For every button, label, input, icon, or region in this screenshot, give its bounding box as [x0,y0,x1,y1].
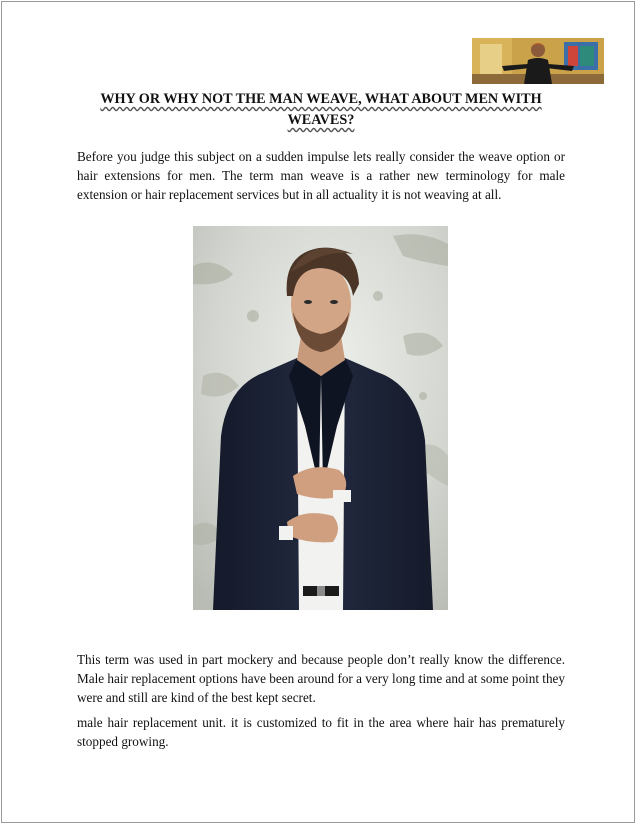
header-photo [472,38,604,84]
woman-portrait-image [472,38,604,84]
document-title: WHY OR WHY NOT THE MAN WEAVE, WHAT ABOUT MEN WITH WEAVES? [100,91,542,128]
body-paragraph: male hair replacement unit. it is customized to fit in the area where hair has prematurely stopped growing. [77,715,565,749]
man-in-suit-image [193,226,448,610]
body-paragraph: This term was used in part mockery and because people don’t really know the difference. Male hair replacement options have been around for a very long time and at some point they were and still are kind of the best kept secret. [77,652,565,705]
document-page [1,1,635,823]
intro-paragraph: Before you judge this subject on a sudden impulse lets really consider the weave option or hair extensions for men. The term man weave is a rather new terminology for male extension or hair replacement services but in all actuality it is not weaving at all. [77,149,565,202]
main-photo [193,226,448,610]
